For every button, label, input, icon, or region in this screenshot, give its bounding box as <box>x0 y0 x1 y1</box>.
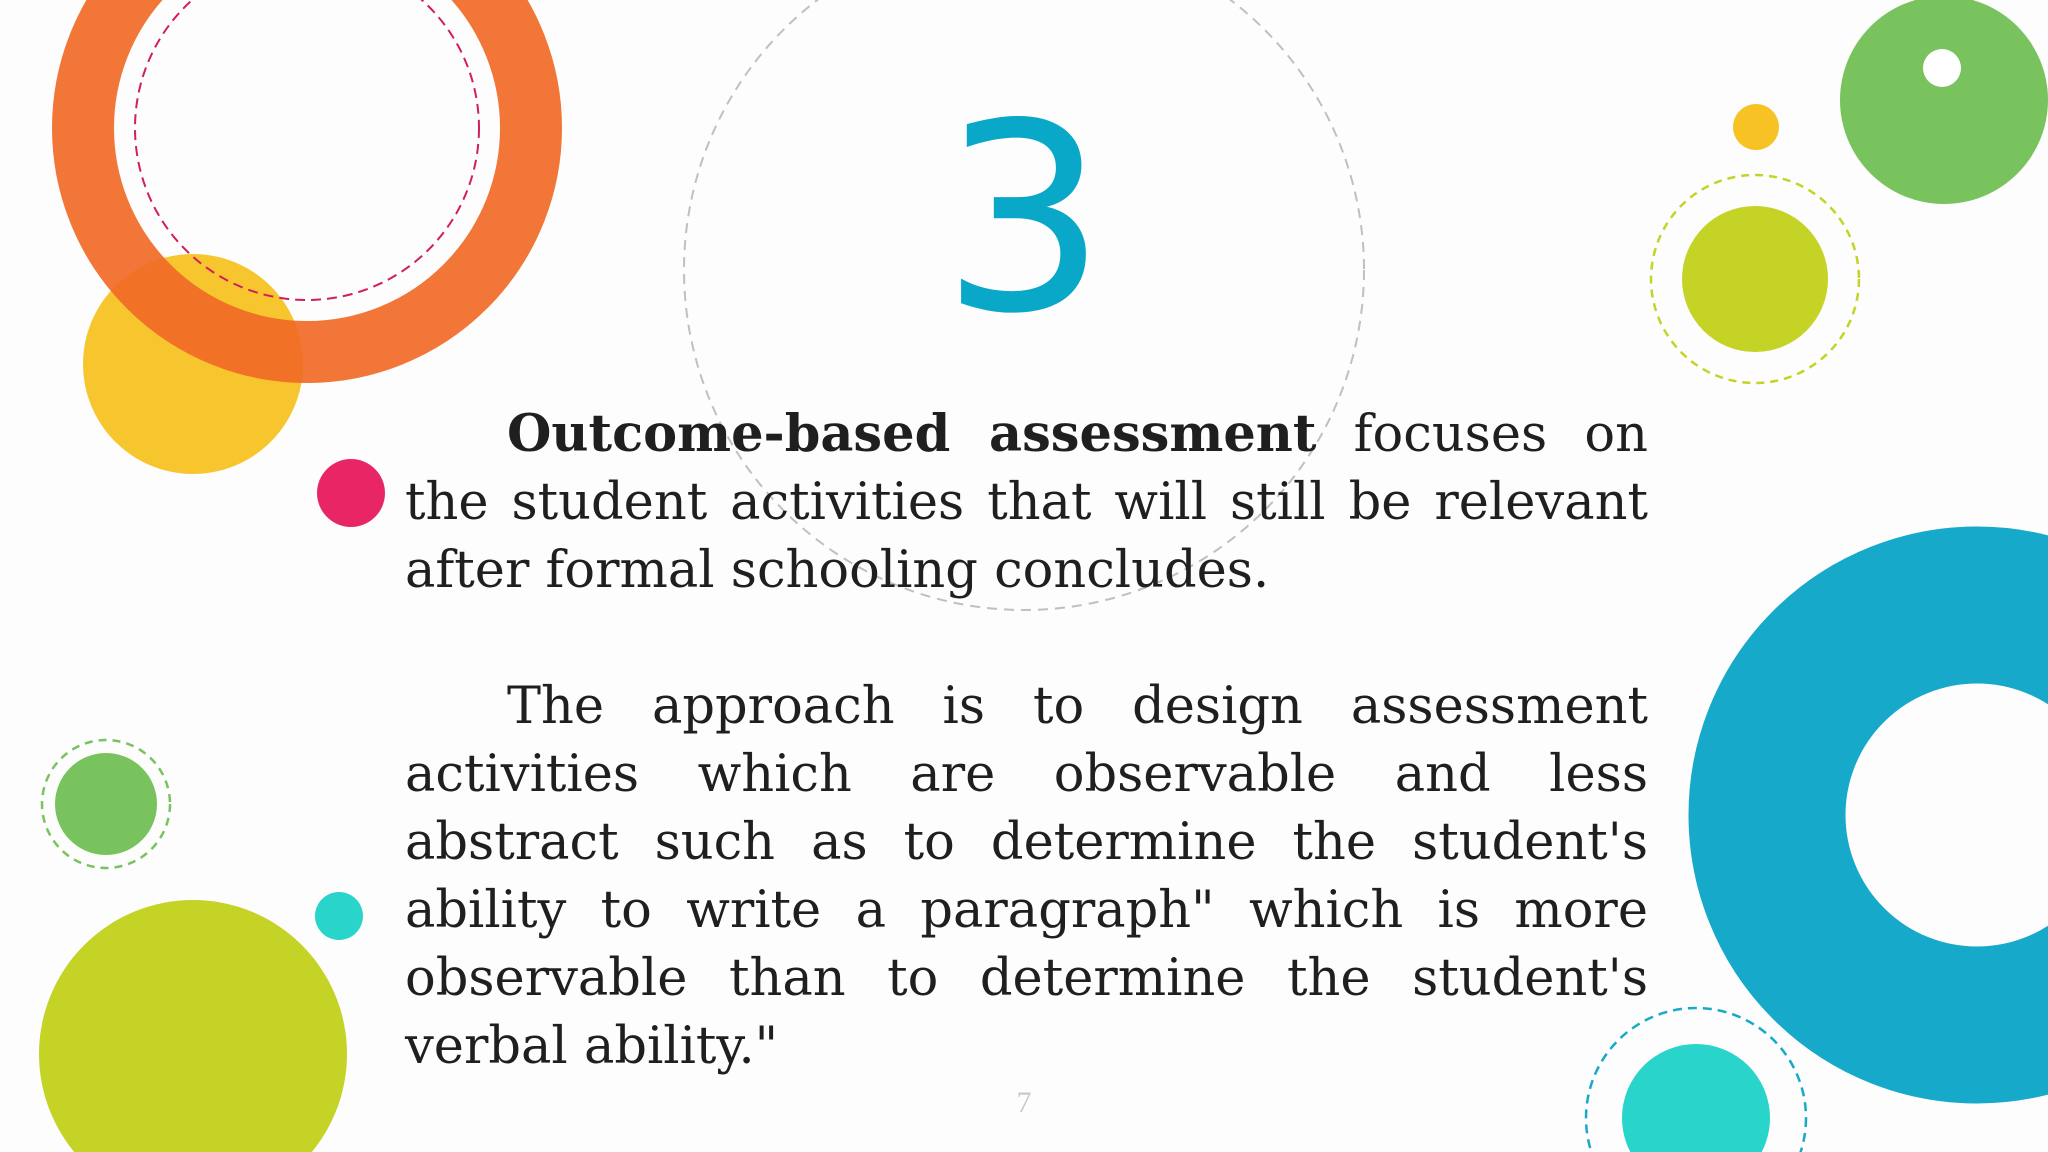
page-number: 7 <box>1016 1086 1032 1119</box>
body-text <box>405 400 1648 1081</box>
paragraph-1 <box>405 400 1648 605</box>
cyan-dot <box>315 892 363 940</box>
paragraph-1-bold: Outcome-based assessment <box>507 404 1317 464</box>
section-number: 3 <box>941 69 1107 371</box>
paragraph-2: The approach is to design assessment activities which are observable and less abstract such as to determine the student's ability to write a paragraph" which is more observable than to determine the student's verbal ability." <box>405 677 1648 1076</box>
green-circle-left <box>55 753 157 855</box>
teal-ring <box>1767 605 2048 1025</box>
paragraph-1-rest: focuses on the student activities that will still be relevant after formal schooling concludes. <box>405 405 1648 600</box>
pink-dot <box>317 459 385 527</box>
